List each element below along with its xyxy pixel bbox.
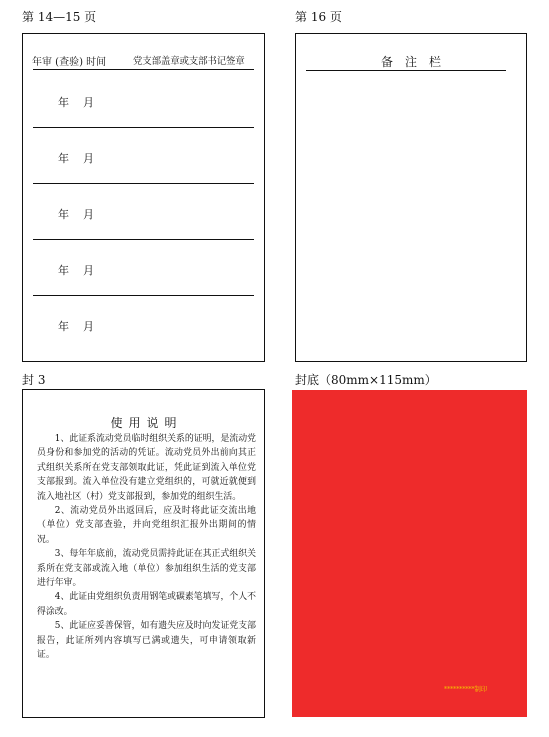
instruction-item: 2、流动党员外出返回后，应及时将此证交流出地（单位）党支部查验，并向党组织汇报外出期间的情况。 — [37, 506, 256, 545]
caption-back-cover: 封底（80mm×115mm） — [295, 373, 437, 387]
instruction-item: 1、此证系流动党员临时组织关系的证明，是流动党员身份和参加党的活动的凭证。流动党员外出前向其正式组织关系所在党支部领取此证，凭此证到流入单位党支部报到。流入单位没有建立党组织的，可就近就便到流入地社区（村）党支部报到，参加党的组织生活。 — [37, 434, 256, 502]
review-row — [23, 296, 264, 352]
review-row — [23, 240, 264, 296]
year-label: 年 — [58, 320, 69, 333]
review-sign-column-header: 党支部盖章或支部书记签章 — [133, 56, 245, 67]
header-divider — [33, 69, 254, 70]
remarks-title: 备注栏 — [380, 55, 453, 69]
month-label: 月 — [83, 320, 94, 333]
back-cover-panel — [292, 390, 527, 717]
instructions-panel — [22, 389, 265, 718]
review-row — [23, 72, 264, 128]
remarks-panel — [295, 33, 527, 362]
caption-pages-14-15: 第 14—15 页 — [22, 10, 97, 24]
review-table-header — [23, 34, 264, 72]
review-date-field — [58, 262, 94, 278]
year-label: 年 — [58, 152, 69, 165]
review-row — [23, 184, 264, 240]
caption-cover-3: 封 3 — [22, 373, 46, 387]
review-date-field — [58, 150, 94, 166]
instruction-item: 4、此证由党组织负责用钢笔或碳素笔填写，个人不得涂改。 — [37, 592, 256, 617]
year-label: 年 — [58, 96, 69, 109]
month-label: 月 — [83, 264, 94, 277]
review-row — [23, 128, 264, 184]
issuer-imprint: **********制印 — [443, 685, 487, 693]
month-label: 月 — [83, 152, 94, 165]
month-label: 月 — [83, 208, 94, 221]
instruction-item: 5、此证应妥善保管，如有遗失应及时向发证党支部报告，此证所列内容填写已满或遗失，可申请领取新证。 — [37, 621, 256, 661]
instructions-body — [37, 432, 256, 663]
year-label: 年 — [58, 208, 69, 221]
review-date-column-header: 年审 (查验) 时间 — [32, 57, 107, 68]
review-date-field — [58, 206, 94, 222]
review-record-panel — [22, 33, 265, 362]
instructions-title: 使用说明 — [110, 416, 183, 430]
instruction-item: 3、每年年底前，流动党员需持此证在其正式组织关系所在党支部或流入地（单位）参加组织生活的党支部进行年审。 — [37, 549, 256, 589]
remarks-divider — [306, 70, 506, 71]
review-date-field — [58, 318, 94, 334]
year-label: 年 — [58, 264, 69, 277]
review-date-field — [58, 94, 94, 110]
month-label: 月 — [83, 96, 94, 109]
caption-page-16: 第 16 页 — [295, 10, 342, 24]
